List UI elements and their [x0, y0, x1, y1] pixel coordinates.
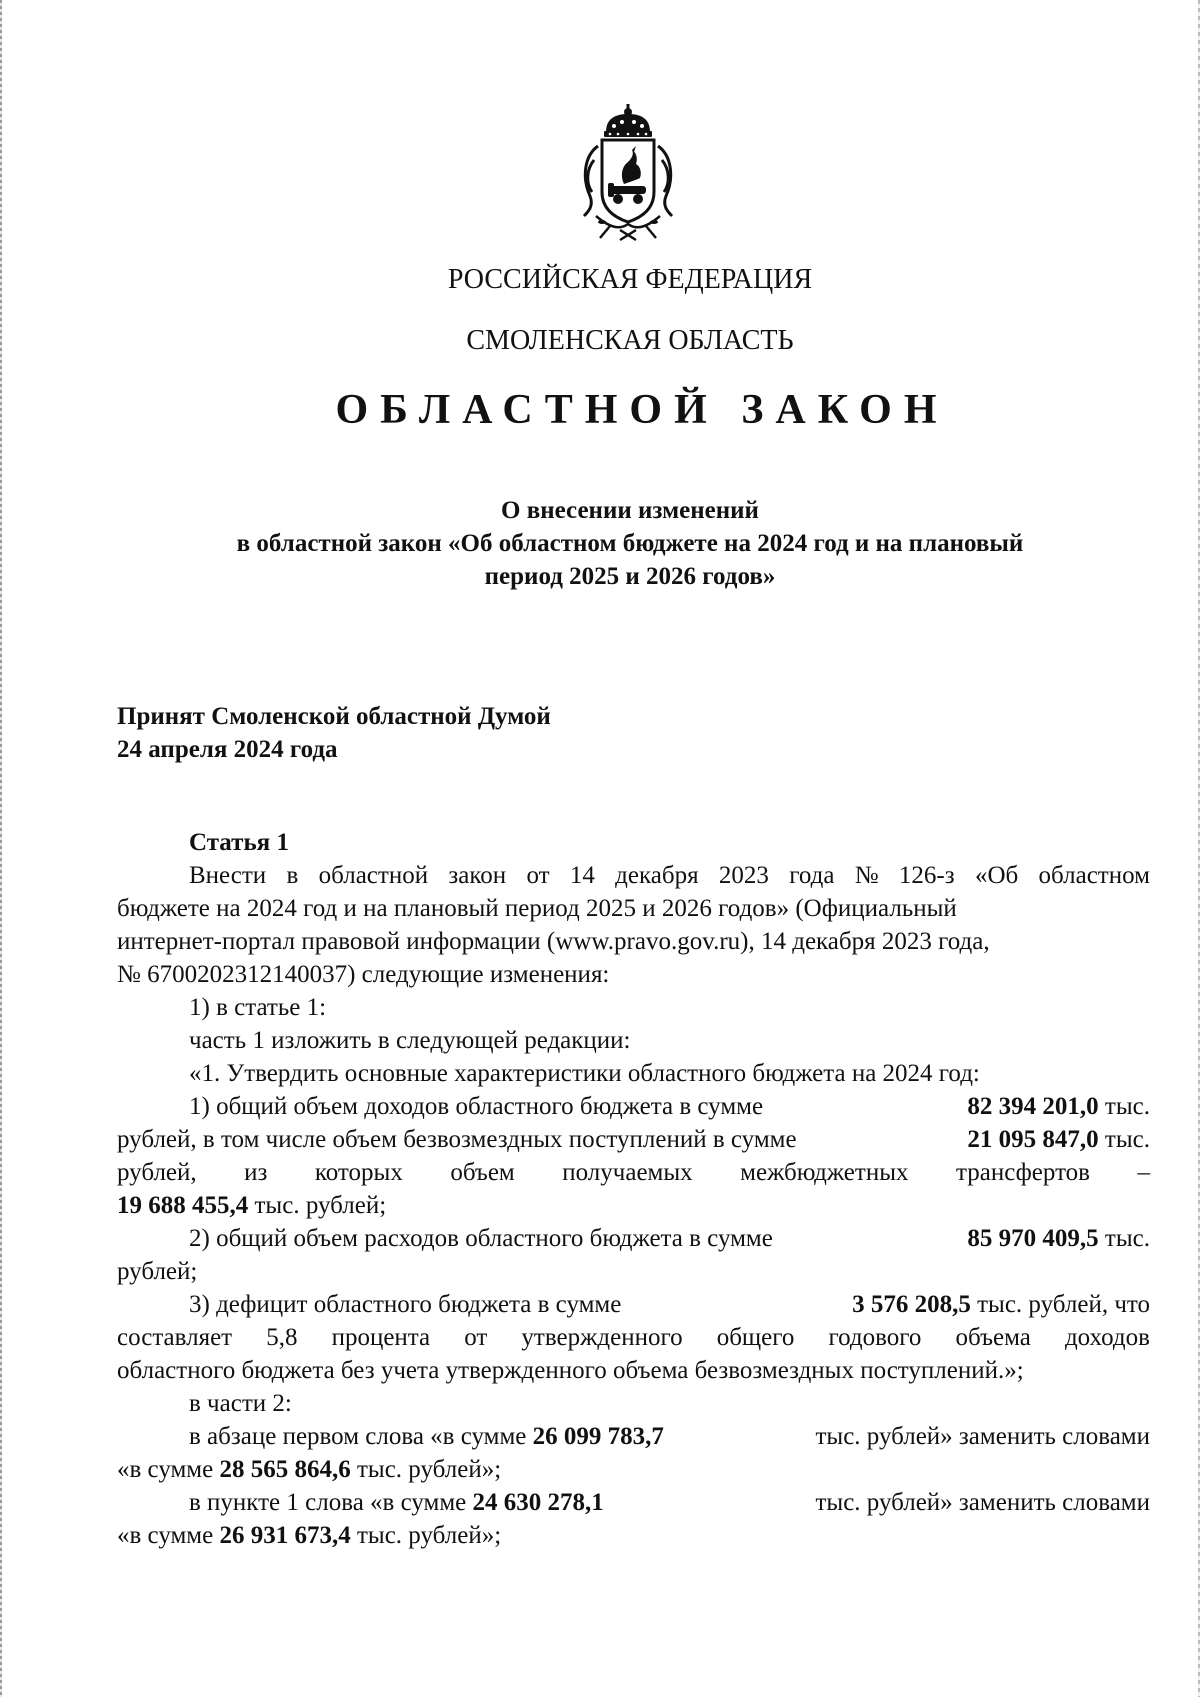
amount-value: 28 565 864,6 [219, 1456, 351, 1483]
text-segment: тыс. [1104, 1093, 1150, 1120]
amount-value: 26 931 673,4 [219, 1522, 351, 1549]
text-segment: тыс. [1104, 1225, 1150, 1252]
amount-value: 19 688 455,4 [117, 1192, 249, 1219]
body-line [117, 1453, 1150, 1486]
body-line: 1) в статье 1: [189, 994, 327, 1021]
body-line [117, 1420, 1150, 1453]
amount-value: 3 576 208,5 [852, 1291, 971, 1318]
body-line: часть 1 изложить в следующей редакции: [189, 1027, 631, 1054]
text-segment: тыс. рублей» заменить словами [815, 1423, 1150, 1450]
word: – [1137, 1159, 1150, 1186]
adoption-date: 24 апреля 2024 года [117, 736, 338, 763]
scan-edge-left [0, 0, 2, 1697]
body-line: Внести в областной закон от 14 декабря 2023 года № 126-з «Об областном [189, 862, 1150, 889]
country-heading: РОССИЙСКАЯ ФЕДЕРАЦИЯ [447, 264, 813, 295]
body-line [117, 1288, 1150, 1321]
subject-line: О внесении изменений [501, 497, 759, 524]
body-line [117, 1189, 1150, 1222]
document-type-title: ОБЛАСТНОЙ ЗАКОН [335, 387, 949, 433]
amount-value: 82 394 201,0 [967, 1093, 1099, 1120]
text-segment: тыс. рублей»; [356, 1456, 502, 1483]
word: межбюджетных [740, 1159, 909, 1186]
text-segment: тыс. рублей; [254, 1192, 387, 1219]
word: получаемых [562, 1159, 693, 1186]
text-segment: в абзаце первом слова «в сумме [189, 1423, 527, 1450]
coat-of-arms-emblem [570, 100, 686, 245]
amount-value: 21 095 847,0 [967, 1126, 1099, 1153]
adoption-line: Принят Смоленской областной Думой [117, 703, 551, 730]
amount-value: 85 970 409,5 [967, 1225, 1099, 1252]
text-segment: 1) общий объем доходов областного бюджета в сумме [189, 1093, 764, 1120]
body-line: в части 2: [189, 1390, 292, 1417]
text-segment: тыс. рублей, что [977, 1291, 1150, 1318]
text-segment: 2) общий объем расходов областного бюджета в сумме [189, 1225, 773, 1252]
subject-line: период 2025 и 2026 годов» [484, 563, 776, 590]
text-segment: рублей, в том числе объем безвозмездных поступлений в сумме [117, 1126, 797, 1153]
subject-line: в областной закон «Об областном бюджете на 2024 год и на плановый [236, 530, 1024, 557]
amount-value: 26 099 783,7 [532, 1423, 664, 1450]
region-heading: СМОЛЕНСКАЯ ОБЛАСТЬ [466, 325, 794, 356]
text-segment: тыс. рублей»; [356, 1522, 502, 1549]
word: из [244, 1159, 268, 1186]
body-line [117, 1519, 1150, 1552]
text-segment: «в сумме [117, 1456, 214, 1483]
body-line [117, 1156, 1150, 1189]
body-line: бюджете на 2024 год и на плановый период 2025 и 2026 годов» (Официальный [117, 895, 957, 922]
word: объем [450, 1159, 515, 1186]
word: которых [314, 1159, 403, 1186]
text-segment: «в сумме [117, 1522, 214, 1549]
adoption-note [117, 700, 551, 766]
text-segment: в пункте 1 слова «в сумме [189, 1489, 467, 1516]
law-subject [120, 494, 1140, 593]
article-body [117, 826, 1150, 1552]
body-line: областного бюджета без учета утвержденного объема безвозмездных поступлений.»; [117, 1357, 1024, 1384]
text-segment: тыс. рублей» заменить словами [815, 1489, 1150, 1516]
body-line [117, 1486, 1150, 1519]
body-line [117, 1123, 1150, 1156]
article-title: Статья 1 [189, 829, 289, 856]
body-line: составляет 5,8 процента от утвержденного общего годового объема доходов [117, 1324, 1150, 1351]
body-line: № 6700202312140037) следующие изменения: [117, 961, 610, 988]
body-line [117, 1222, 1150, 1255]
word: трансфертов [956, 1159, 1090, 1186]
body-line: интернет-портал правовой информации (www.pravo.gov.ru), 14 декабря 2023 года, [117, 928, 990, 955]
body-line: рублей; [117, 1258, 198, 1285]
word: рублей, [117, 1159, 197, 1186]
body-line: «1. Утвердить основные характеристики областного бюджета на 2024 год: [189, 1060, 980, 1087]
text-segment: 3) дефицит областного бюджета в сумме [189, 1291, 622, 1318]
text-segment: тыс. [1104, 1126, 1150, 1153]
amount-value: 24 630 278,1 [472, 1489, 604, 1516]
body-line [117, 1090, 1150, 1123]
